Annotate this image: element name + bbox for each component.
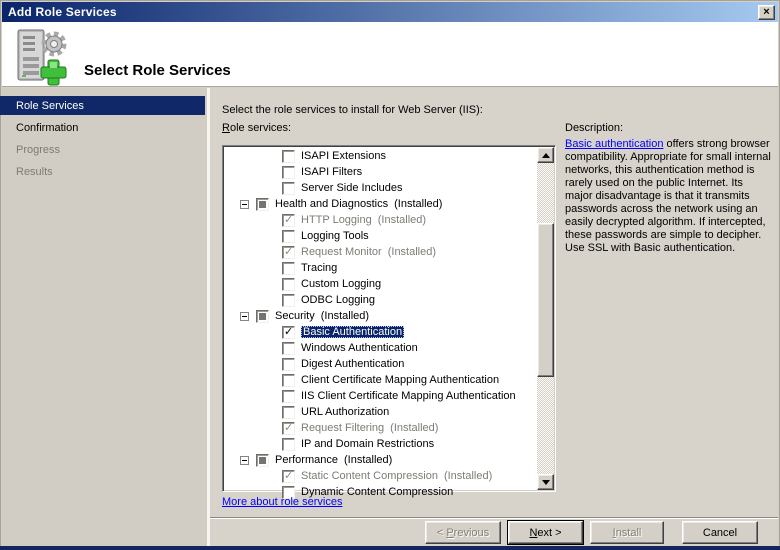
checkbox[interactable]	[282, 374, 295, 387]
checkbox[interactable]	[256, 310, 269, 323]
tree-item-label: Tracing	[301, 262, 338, 274]
tree-row[interactable]	[225, 292, 536, 308]
tree-row[interactable]	[225, 372, 536, 388]
checkbox[interactable]	[282, 230, 295, 243]
role-services-listbox	[222, 145, 556, 498]
tree-row[interactable]	[225, 388, 536, 404]
more-about-role-services-link[interactable]: More about role services	[222, 496, 343, 508]
tree-item-label: Windows Authentication	[301, 342, 418, 354]
tree-item-label: Logging Tools	[301, 230, 369, 242]
installed-suffix: (Installed)	[320, 310, 370, 322]
install-button[interactable]: I nstall	[590, 521, 664, 544]
tree-item-label: Server Side Includes	[301, 182, 403, 194]
tree-row[interactable]	[225, 212, 536, 228]
checkbox[interactable]	[282, 182, 295, 195]
check-icon: ✓	[284, 212, 294, 226]
arrow-up-icon	[542, 153, 550, 158]
server-add-icon	[14, 27, 72, 88]
tree-item-label: Digest Authentication	[301, 358, 405, 370]
tree-row[interactable]	[225, 276, 536, 292]
installed-suffix: (Installed)	[377, 214, 427, 226]
footer-separator	[210, 517, 778, 519]
installed-suffix: (Installed)	[387, 246, 437, 258]
checkbox[interactable]	[282, 294, 295, 307]
checkbox[interactable]	[282, 214, 295, 227]
checkbox[interactable]	[282, 150, 295, 163]
tree-item-label: URL Authorization	[301, 406, 390, 418]
tree-item-label: Custom Logging	[301, 278, 382, 290]
checkbox[interactable]	[282, 422, 295, 435]
tree-item-label: IIS Client Certificate Mapping Authentication	[301, 390, 516, 402]
tree-row[interactable]	[225, 196, 536, 212]
close-button[interactable]	[758, 5, 775, 20]
tree-item-label: IP and Domain Restrictions	[301, 438, 435, 450]
tree-item-label: ISAPI Extensions	[301, 150, 386, 162]
page-title: Select Role Services	[84, 62, 231, 79]
wizard-steps-sidebar	[2, 88, 207, 546]
checkbox[interactable]	[282, 262, 295, 275]
basic-authentication-link[interactable]: Basic authentication	[565, 138, 664, 150]
cancel-button[interactable]: Cancel	[682, 521, 758, 544]
check-icon: ✓	[284, 244, 294, 258]
tree-expander-icon[interactable]	[240, 312, 249, 321]
tree-row[interactable]	[225, 404, 536, 420]
bottom-accent-bar	[0, 546, 780, 550]
tree-row[interactable]	[225, 228, 536, 244]
tree-row[interactable]	[225, 308, 536, 324]
next-button[interactable]: N ext >	[508, 521, 583, 544]
tree-item-label: Basic Authentication	[303, 326, 403, 338]
tree-expander-icon[interactable]	[240, 456, 249, 465]
check-icon: ✓	[284, 468, 294, 482]
tree-row[interactable]	[225, 324, 536, 340]
sidebar-item-progress[interactable]: Progress	[16, 144, 61, 156]
sidebar-item-confirmation[interactable]: Confirmation	[16, 122, 79, 134]
checkbox[interactable]	[282, 438, 295, 451]
tree-item-label: Client Certificate Mapping Authentication	[301, 374, 500, 386]
sidebar-item-results[interactable]: Results	[16, 166, 53, 178]
installed-suffix: (Installed)	[390, 422, 439, 434]
window-title: Add Role Services	[8, 5, 117, 19]
description-text: Basic authentication offers strong browser compatibility. Appropriate for small internal networks, this authentication method is rarely used on the public Internet. Its major disadvantage is that it transmits passwords across the network using an easily decrypted algorithm. If intercepted, these passwords are simple to decipher. Use SSL with Basic authentication.	[565, 138, 771, 254]
title-bar[interactable]	[2, 2, 778, 22]
checkbox[interactable]	[282, 358, 295, 371]
tree-row[interactable]	[225, 340, 536, 356]
check-icon: ✓	[284, 420, 294, 434]
instruction-text: Select the role services to install for Web Server (IIS):	[222, 104, 483, 116]
scrollbar-thumb[interactable]	[537, 223, 554, 377]
installed-suffix: (Installed)	[394, 198, 443, 210]
tree-row[interactable]	[225, 452, 536, 468]
checkbox[interactable]	[282, 326, 295, 339]
scroll-down-button[interactable]	[537, 474, 554, 490]
checkbox[interactable]	[282, 406, 295, 419]
wizard-header	[2, 22, 778, 87]
close-icon: ×	[763, 5, 770, 18]
checkbox[interactable]	[282, 390, 295, 403]
tree-rows-container	[225, 148, 536, 498]
check-icon: ✓	[284, 324, 294, 338]
tree-item-label: HTTP Logging	[301, 214, 372, 226]
tree-item-label: Request Monitor	[301, 246, 382, 258]
tree-row[interactable]	[225, 260, 536, 276]
tree-row[interactable]	[225, 244, 536, 260]
tree-item-label: ISAPI Filters	[301, 166, 363, 178]
checkbox[interactable]	[256, 454, 269, 467]
tree-item-label: Performance	[275, 454, 338, 466]
tree-row[interactable]	[225, 356, 536, 372]
checkbox[interactable]	[256, 198, 269, 211]
checkbox[interactable]	[282, 470, 295, 483]
checkbox[interactable]	[282, 246, 295, 259]
role-services-label: Role services:	[222, 122, 292, 134]
checkbox[interactable]	[282, 278, 295, 291]
arrow-down-icon	[542, 480, 550, 485]
previous-button[interactable]: < P revious	[425, 521, 501, 544]
checkbox[interactable]	[282, 166, 295, 179]
tree-expander-icon[interactable]	[240, 200, 249, 209]
installed-suffix: (Installed)	[443, 470, 493, 482]
checkbox[interactable]	[282, 342, 295, 355]
tree-row[interactable]	[225, 180, 536, 196]
description-heading: Description:	[565, 122, 624, 134]
tree-row[interactable]	[225, 148, 536, 164]
tree-row[interactable]	[225, 436, 536, 452]
tree-row[interactable]	[225, 420, 536, 436]
tree-item-label: ODBC Logging	[301, 294, 375, 306]
tree-item-label: Security	[275, 310, 315, 322]
scroll-up-button[interactable]	[537, 147, 554, 163]
tree-item-label: Dynamic Content Compression	[301, 486, 454, 498]
sidebar-item-role-services[interactable]: Role Services	[0, 96, 205, 115]
scrollbar-track[interactable]	[537, 147, 554, 490]
tree-item-label: Request Filtering	[301, 422, 385, 434]
tree-item-label: Static Content Compression	[301, 470, 438, 482]
tree-row[interactable]	[225, 164, 536, 180]
tree-row[interactable]	[225, 468, 536, 484]
tree-item-label: Health and Diagnostics	[275, 198, 389, 210]
installed-suffix: (Installed)	[343, 454, 393, 466]
